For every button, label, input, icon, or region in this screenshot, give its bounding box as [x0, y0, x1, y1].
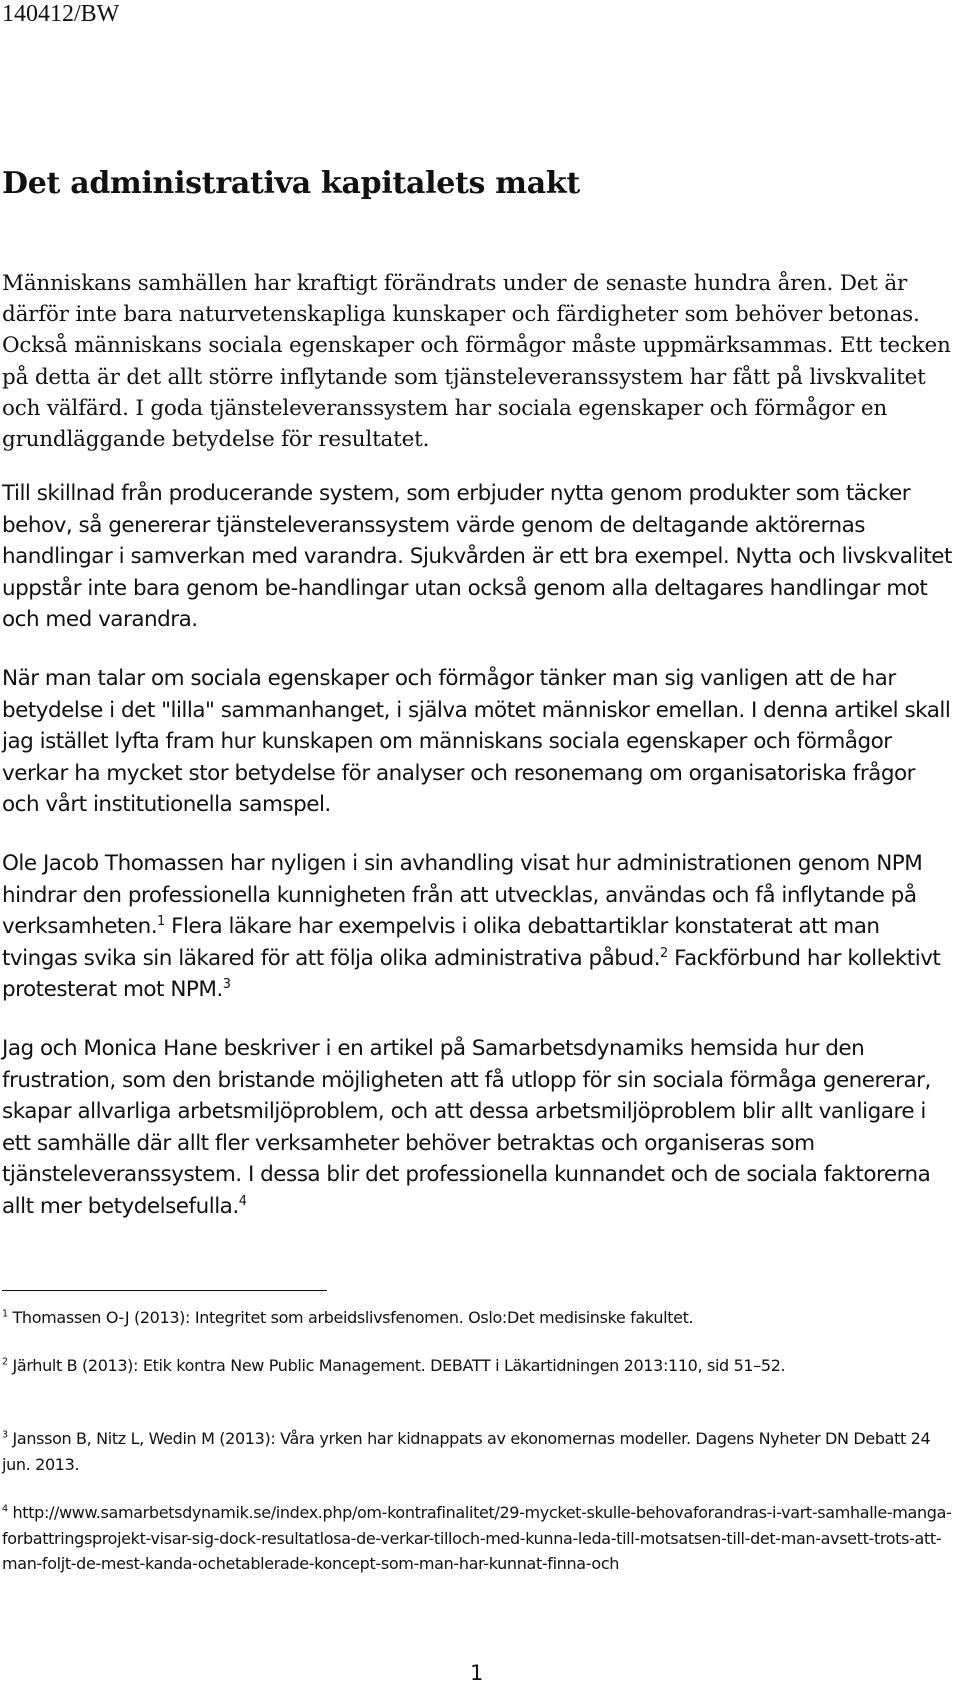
body-paragraph-4	[2, 848, 952, 1006]
footnote-link[interactable]: http://www.samarbetsdynamik.se/index.php/om-kontrafinalitet/29-mycket-skulle-behovaforandras-i-vart-samhalle-manga-forbattringsprojekt-visar-sig-dock-resultatlosa-de-verkar-tilloch-med-kunna-leda-till-motsatsen-till-det-man-avsett-trots-att-man-foljt-de-mest-kanda-ochetablerade-koncept-som-man-har-kunnat-finna-och	[2, 1503, 952, 1573]
page-number: 1	[470, 1661, 484, 1685]
footnote-text: Jansson B, Nitz L, Wedin M (2013): Våra yrken har kidnappats av ekonomernas modeller. Dagens Nyheter DN Debatt 24 jun. 2013.	[2, 1429, 931, 1474]
footnote-text: Thomassen O-J (2013): Integritet som arbeidslivsfenomen. Oslo:Det medisinske fakultet.	[7, 1308, 694, 1327]
footnote-divider	[2, 1290, 327, 1291]
footnote-ref-4[interactable]: 4	[238, 1193, 247, 1209]
paragraph-text: Flera läkare har exempelvis i olika debattartiklar konstaterat att man tvingas svika sin läkared för att följa olika administrativa påbud.	[2, 914, 880, 971]
paragraph-text: Jag och Monica Hane beskriver i en artikel på Samarbetsdynamiks hemsida hur den frustration, som den bristande möjligheten att få utlopp för sin sociala förmåga genererar, skapar allvarliga arbetsmiljöproblem, och att dessa arbetsmiljöproblem blir allt vanligare i ett samhälle där allt fler verksamheter behöver betraktas och organiseras som tjänsteleveranssystem. I dessa blir det professionella kunnandet och de sociala faktorerna allt mer betydelsefulla.	[2, 1036, 931, 1219]
footnote-ref-3[interactable]: 3	[222, 976, 231, 992]
footnote-ref-2[interactable]: 2	[660, 945, 668, 961]
footnote-mark: 1	[2, 1308, 8, 1320]
body-paragraph-3: När man talar om sociala egenskaper och förmågor tänker man sig vanligen att de har betydelse i det "lilla" sammanhanget, i själva mötet människor emellan. I denna artikel skall jag istället lyfta fram hur kunskapen om människans sociala egenskaper och förmågor verkar ha mycket stor betydelse för analyser och resonemang om organisatoriska frågor och vårt institutionella samspel.	[2, 666, 951, 817]
body-paragraph-2: Till skillnad från producerande system, som erbjuder nytta genom produkter som täcker behov, så genererar tjänsteleveranssystem värde genom de deltagande aktörernas handlingar i samverkan med varandra. Sjukvården är ett bra exempel. Nytta och livskvalitet uppstår inte bara genom be-handlingar utan också genom alla deltagares handlingar mot och med varandra.	[2, 481, 952, 632]
paragraph-text: Fackförbund har kollektivt protesterat mot NPM.	[2, 945, 941, 1002]
footnote-mark: 3	[2, 1429, 8, 1441]
footnote-1	[2, 1305, 952, 1331]
footnote-ref-1[interactable]: 1	[157, 913, 165, 929]
footnote-mark: 4	[2, 1503, 8, 1515]
intro-paragraph: Människans samhällen har kraftigt förändrats under de senaste hundra åren. Det är därför inte bara naturvetenskapliga kunskaper och färdigheter som behöver betonas. Också människans sociala egenskaper och förmågor måste uppmärksammas. Ett tecken på detta är det allt större inflytande som tjänsteleveranssystem har fått på livskvalitet och välfärd. I goda tjänsteleveranssystem har sociala egenskaper och förmågor en grundläggande betydelse för resultatet.	[2, 271, 951, 453]
footnote-2	[2, 1353, 952, 1379]
body-paragraph-5	[2, 1033, 952, 1222]
footnote-4	[2, 1500, 952, 1577]
footnote-mark: 2	[2, 1356, 8, 1368]
paragraph-text: Ole Jacob Thomassen har nyligen i sin avhandling visat hur administrationen genom NPM hindrar den professionella kunnigheten från att utvecklas, användas och få inflytande på verksamheten.	[2, 851, 923, 939]
page-title: Det administrativa kapitalets makt	[2, 166, 580, 201]
document-id: 140412/BW	[2, 1, 120, 27]
footnote-3	[2, 1426, 952, 1477]
footnote-text: Järhult B (2013): Etik kontra New Public Management. DEBATT i Läkartidningen 2013:110, sid 51–52.	[7, 1356, 786, 1375]
